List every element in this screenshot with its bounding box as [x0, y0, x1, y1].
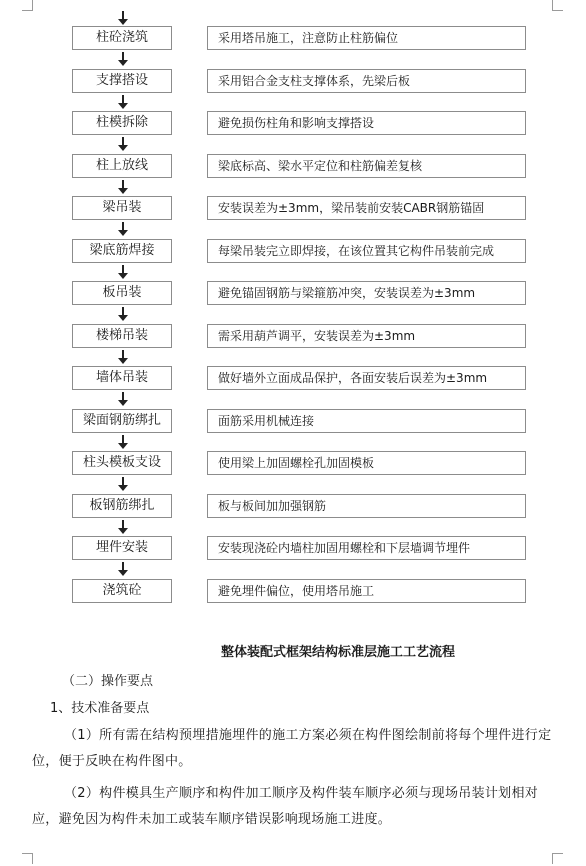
flow-arrow-icon [117, 477, 129, 491]
flow-step: 支撑搭设 [72, 69, 172, 93]
flow-step-note: 需采用葫芦调平，安装误差为±3mm [207, 324, 526, 348]
flow-step-note: 板与板间加加强钢筋 [207, 494, 526, 518]
subsection-heading: 1、技术准备要点 [50, 701, 150, 716]
body-paragraph: （2）构件模具生产顺序和构件加工顺序及构件装车顺序必须与现场吊装计划相对应，避免因为构件未加工或装车顺序错误影响现场施工进度。 [32, 786, 539, 827]
flow-arrow-icon [117, 307, 129, 321]
flow-step-note: 使用梁上加固螺栓孔加固模板 [207, 451, 526, 475]
flow-arrow-icon [117, 392, 129, 406]
flow-step: 墙体吊装 [72, 366, 172, 390]
flow-step: 梁面钢筋绑扎 [72, 409, 172, 433]
flow-step-note: 做好墙外立面成品保护，各面安装后误差为±3mm [207, 366, 526, 390]
flow-step-note: 避免锚固钢筋与梁箍筋冲突，安装误差为±3mm [207, 281, 526, 305]
flow-step: 梁底筋焊接 [72, 239, 172, 263]
flow-arrow-icon [117, 52, 129, 66]
flow-step-note: 安装误差为±3mm，梁吊装前安装CABR钢筋锚固 [207, 196, 526, 220]
flow-step-note: 梁底标高、梁水平定位和柱筋偏差复核 [207, 154, 526, 178]
section-heading: （二）操作要点 [62, 674, 154, 689]
flow-step: 板钢筋绑扎 [72, 494, 172, 518]
flow-arrow-icon [117, 350, 129, 364]
flow-step-note: 面筋采用机械连接 [207, 409, 526, 433]
flow-step-note: 采用铝合金支柱支撑体系，先梁后板 [207, 69, 526, 93]
flow-step: 柱上放线 [72, 154, 172, 178]
flow-step: 柱砼浇筑 [72, 26, 172, 50]
flow-step: 柱头模板支设 [72, 451, 172, 475]
page-corner-mark [552, 853, 563, 864]
flow-step: 柱模拆除 [72, 111, 172, 135]
flow-step-note: 采用塔吊施工，注意防止柱筋偏位 [207, 26, 526, 50]
flow-arrow-icon [117, 11, 129, 25]
flow-arrow-icon [117, 95, 129, 109]
flow-step-note: 每梁吊装完立即焊接，在该位置其它构件吊装前完成 [207, 239, 526, 263]
flow-arrow-icon [117, 520, 129, 534]
flow-arrow-icon [117, 265, 129, 279]
flow-step-note: 避免损伤柱角和影响支撑搭设 [207, 111, 526, 135]
figure-caption: 整体装配式框架结构标准层施工工艺流程 [220, 645, 455, 660]
flow-arrow-icon [117, 435, 129, 449]
flow-step: 埋件安装 [72, 536, 172, 560]
flow-arrow-icon [117, 222, 129, 236]
page-corner-mark [22, 853, 33, 864]
flow-arrow-icon [117, 137, 129, 151]
flow-step-note: 避免埋件偏位，使用塔吊施工 [207, 579, 526, 603]
flow-step: 板吊装 [72, 281, 172, 305]
flow-arrow-icon [117, 562, 129, 576]
flow-arrow-icon [117, 180, 129, 194]
flow-step: 楼梯吊装 [72, 324, 172, 348]
body-paragraph: （1）所有需在结构预埋措施埋件的施工方案必须在构件图绘制前将每个埋件进行定位，便于反映在构件图中。 [32, 728, 552, 769]
flow-step: 浇筑砼 [72, 579, 172, 603]
flow-step: 梁吊装 [72, 196, 172, 220]
flow-step-note: 安装现浇砼内墙柱加固用螺栓和下层墙调节埋件 [207, 536, 526, 560]
